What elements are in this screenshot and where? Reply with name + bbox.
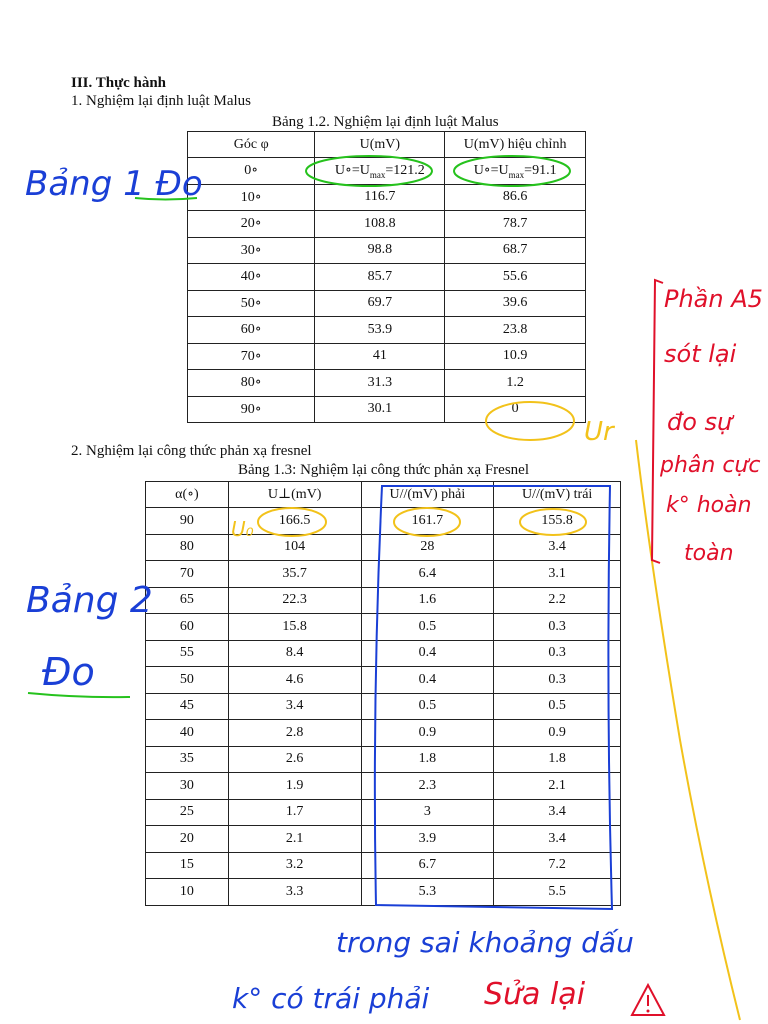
table-row [146, 561, 621, 588]
table-row [146, 773, 621, 800]
u-parallel-left-cell: 3.4 [494, 799, 621, 826]
header-angle: Góc φ [188, 132, 315, 158]
alpha-cell: 90 [146, 508, 229, 535]
header-u-parallel-left: U//(mV) trái [494, 482, 621, 508]
header-u-perp: U⊥(mV) [228, 482, 361, 508]
section2-heading: 2. Nghiệm lại công thức phản xạ fresnel [71, 443, 312, 459]
umax-adj-label: U∘=U [473, 162, 509, 178]
alpha-cell: 20 [146, 826, 229, 853]
alpha-cell: 45 [146, 693, 229, 720]
u-perp-cell: 104 [228, 534, 361, 561]
red-note-sua-lai: Sửa lại [484, 977, 586, 1012]
table-row [146, 720, 621, 747]
u-perp-cell: 2.8 [228, 720, 361, 747]
u-parallel-right-cell: 0.5 [361, 693, 494, 720]
alpha-cell: 10 [146, 879, 229, 906]
table-row [146, 667, 621, 694]
red-bracket [652, 280, 663, 563]
u-parallel-left-cell: 0.3 [494, 614, 621, 641]
u-perp-cell: 2.6 [228, 746, 361, 773]
table-row [146, 693, 621, 720]
alpha-cell: 15 [146, 852, 229, 879]
u-cell: 31.3 [315, 370, 445, 397]
angle-cell: 20∘ [188, 211, 315, 238]
u-cell: 108.8 [315, 211, 445, 238]
u-parallel-left-cell: 3.1 [494, 561, 621, 588]
u-parallel-right-cell: 28 [361, 534, 494, 561]
table-row [146, 799, 621, 826]
u-perp-cell: 3.4 [228, 693, 361, 720]
u-cell: 69.7 [315, 290, 445, 317]
red-notes [659, 285, 763, 566]
u-adjusted-cell: 55.6 [445, 264, 586, 291]
u-cell: 116.7 [315, 184, 445, 211]
u-parallel-right-cell: 161.7 [361, 508, 494, 535]
table-header-row [146, 482, 621, 508]
table-row [188, 396, 586, 423]
u-adjusted-cell: 10.9 [445, 343, 586, 370]
table1-caption: Bảng 1.2. Nghiệm lại định luật Malus [272, 114, 499, 130]
yellow-note-u0: U₀ [231, 517, 254, 541]
u-parallel-right-cell: 0.4 [361, 667, 494, 694]
u-parallel-left-cell: 0.3 [494, 640, 621, 667]
table-row [188, 343, 586, 370]
yellow-note-ur: Ur [584, 417, 614, 447]
u-parallel-right-cell: 2.3 [361, 773, 494, 800]
u-parallel-left-cell: 2.2 [494, 587, 621, 614]
alpha-cell: 50 [146, 667, 229, 694]
angle-cell: 0∘ [188, 158, 315, 185]
header-u: U(mV) [315, 132, 445, 158]
table-row [188, 290, 586, 317]
malus-table [187, 131, 586, 423]
angle-cell: 10∘ [188, 184, 315, 211]
section-title: III. Thực hành [71, 75, 167, 91]
u-perp-cell: 15.8 [228, 614, 361, 641]
angle-cell: 90∘ [188, 396, 315, 423]
alpha-cell: 35 [146, 746, 229, 773]
u-parallel-left-cell: 5.5 [494, 879, 621, 906]
warning-icon [632, 985, 664, 1015]
umax-adj-value: =91.1 [524, 162, 557, 178]
red-note-line: toàn [684, 541, 734, 566]
table-row [146, 614, 621, 641]
blue-note-bang1: Bảng 1 Đo [25, 164, 203, 204]
u-parallel-left-cell: 0.5 [494, 693, 621, 720]
red-note-line: Phần A5 [664, 285, 763, 313]
u-perp-cell: 3.3 [228, 879, 361, 906]
umax-label: U∘=U [334, 162, 370, 178]
alpha-cell: 25 [146, 799, 229, 826]
blue-note-bottom: trong sai khoảng dấu [336, 926, 634, 959]
umax-adj-sub: max [508, 169, 525, 180]
u-parallel-left-cell: 2.1 [494, 773, 621, 800]
alpha-cell: 30 [146, 773, 229, 800]
u-perp-cell: 4.6 [228, 667, 361, 694]
table-row [146, 508, 621, 535]
table-row [188, 317, 586, 344]
u-cell: 41 [315, 343, 445, 370]
section1-heading: 1. Nghiệm lại định luật Malus [71, 93, 251, 109]
u-parallel-left-cell: 3.4 [494, 826, 621, 853]
table-row [146, 640, 621, 667]
u-perp-cell: 1.7 [228, 799, 361, 826]
red-note-line: đo sự [667, 408, 733, 436]
header-u-parallel-right: U//(mV) phải [361, 482, 494, 508]
table-row [146, 826, 621, 853]
umax-value: =121.2 [385, 162, 425, 178]
umax-sub: max [369, 169, 386, 180]
u-perp-cell: 22.3 [228, 587, 361, 614]
u-perp-cell: 3.2 [228, 852, 361, 879]
yellow-line-right [636, 440, 740, 1020]
angle-cell: 40∘ [188, 264, 315, 291]
u-perp-cell: 2.1 [228, 826, 361, 853]
angle-cell: 50∘ [188, 290, 315, 317]
alpha-cell: 70 [146, 561, 229, 588]
table2-caption: Bảng 1.3: Nghiệm lại công thức phản xạ Fresnel [238, 462, 529, 478]
red-note-line: k° hoàn [666, 493, 752, 518]
angle-cell: 60∘ [188, 317, 315, 344]
u-adjusted-cell: 68.7 [445, 237, 586, 264]
u-adjusted-cell: 39.6 [445, 290, 586, 317]
u-parallel-left-cell: 0.9 [494, 720, 621, 747]
umax-cell [315, 158, 445, 185]
header-alpha: α(∘) [146, 482, 229, 508]
alpha-cell: 60 [146, 614, 229, 641]
u-cell: 53.9 [315, 317, 445, 344]
u-parallel-right-cell: 1.8 [361, 746, 494, 773]
table-row [188, 211, 586, 238]
u-parallel-right-cell: 3 [361, 799, 494, 826]
u-parallel-right-cell: 6.7 [361, 852, 494, 879]
red-note-line: phân cực [660, 453, 761, 478]
table-row [146, 587, 621, 614]
u-parallel-left-cell: 0.3 [494, 667, 621, 694]
u-parallel-right-cell: 6.4 [361, 561, 494, 588]
umax-adjusted-cell [445, 158, 586, 185]
u-perp-cell: 166.5 [228, 508, 361, 535]
table-row [188, 264, 586, 291]
u-adjusted-cell: 23.8 [445, 317, 586, 344]
u-parallel-left-cell: 155.8 [494, 508, 621, 535]
angle-cell: 30∘ [188, 237, 315, 264]
fresnel-table [145, 481, 621, 906]
u-cell: 85.7 [315, 264, 445, 291]
u-adjusted-cell: 78.7 [445, 211, 586, 238]
alpha-cell: 80 [146, 534, 229, 561]
u-parallel-right-cell: 0.5 [361, 614, 494, 641]
table-row [188, 370, 586, 397]
blue-note-do: Đo [42, 650, 95, 694]
table-header-row [188, 132, 586, 158]
u-perp-cell: 1.9 [228, 773, 361, 800]
u-parallel-right-cell: 0.4 [361, 640, 494, 667]
blue-note-bang2: Bảng 2 [26, 580, 153, 621]
green-underline-2 [28, 693, 130, 697]
u-adjusted-cell: 1.2 [445, 370, 586, 397]
red-note-line: sót lại [664, 340, 737, 368]
table-row [146, 746, 621, 773]
alpha-cell: 65 [146, 587, 229, 614]
u-parallel-right-cell: 1.6 [361, 587, 494, 614]
u-adjusted-cell: 0 [445, 396, 586, 423]
u-perp-cell: 35.7 [228, 561, 361, 588]
u-adjusted-cell: 86.6 [445, 184, 586, 211]
u-cell: 30.1 [315, 396, 445, 423]
u-parallel-left-cell: 7.2 [494, 852, 621, 879]
table-row [146, 852, 621, 879]
alpha-cell: 40 [146, 720, 229, 747]
table-row [146, 534, 621, 561]
u-parallel-right-cell: 5.3 [361, 879, 494, 906]
table-row [188, 158, 586, 185]
u-parallel-right-cell: 3.9 [361, 826, 494, 853]
blue-note-bottom-left: k° có trái phải [232, 982, 430, 1015]
header-u-adjusted: U(mV) hiệu chỉnh [445, 132, 586, 158]
angle-cell: 70∘ [188, 343, 315, 370]
table-row [188, 237, 586, 264]
u-parallel-right-cell: 0.9 [361, 720, 494, 747]
u-cell: 98.8 [315, 237, 445, 264]
u-parallel-left-cell: 1.8 [494, 746, 621, 773]
angle-cell: 80∘ [188, 370, 315, 397]
table-row [188, 184, 586, 211]
alpha-cell: 55 [146, 640, 229, 667]
u-perp-cell: 8.4 [228, 640, 361, 667]
u-parallel-left-cell: 3.4 [494, 534, 621, 561]
table-row [146, 879, 621, 906]
